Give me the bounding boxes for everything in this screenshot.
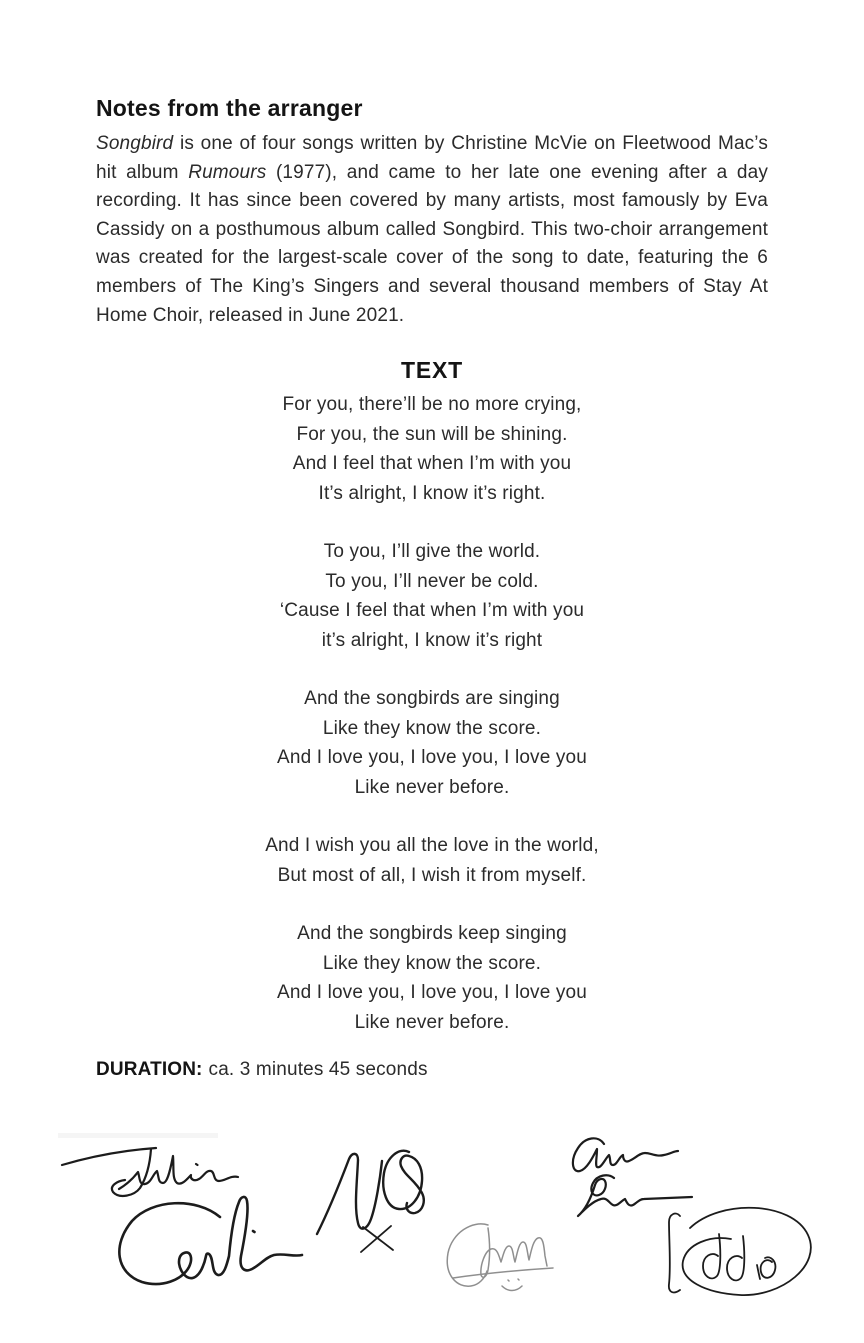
- duration-value: ca. 3 minutes 45 seconds: [208, 1059, 428, 1081]
- lyric-line: And I wish you all the love in the world,: [265, 835, 599, 857]
- italic-title: Songbird: [96, 133, 174, 154]
- lyric-line: For you, the sun will be shining.: [296, 423, 568, 445]
- lyric-line: Like never before.: [354, 1011, 510, 1033]
- stanza-5: [96, 919, 768, 1037]
- signature-2: [119, 1197, 302, 1284]
- lyric-line: To you, I’ll give the world.: [323, 541, 541, 563]
- page-title: Notes from the arranger: [96, 95, 363, 121]
- scan-artifact: [58, 1133, 218, 1138]
- italic-title: Rumours: [188, 161, 267, 183]
- lyric-line: And the songbirds keep singing: [297, 923, 567, 945]
- lyrics-heading: TEXT: [401, 357, 463, 384]
- lyric-line: And I feel that when I’m with you: [292, 453, 572, 475]
- lyrics-section: [96, 390, 768, 1037]
- signature-6: [669, 1208, 811, 1295]
- arranger-paragraph: [96, 130, 768, 330]
- paragraph-text: is one of four songs written by Christine McVie on Fleetwood Mac’s hit album: [96, 133, 768, 183]
- signature-4: [447, 1224, 553, 1291]
- lyric-line: ‘Cause I feel that when I’m with you: [279, 600, 585, 622]
- signature-5: [573, 1138, 692, 1216]
- signature-3: [317, 1151, 424, 1252]
- stanza-4: [96, 831, 768, 890]
- paragraph-text: (1977), and came to her late one evening after a day recording. It has since been covered by many artists, most famously by Eva Cassidy on a posthumous album called Songbird. This two-choir arrangement was created for the largest-scale cover of the song to date, featuring the 6 members of The King’s Singers and several thousand members of Stay At Home Choir, released in June 2021.: [96, 161, 769, 326]
- lyric-line: It’s alright, I know it’s right.: [318, 482, 546, 504]
- stanza-3: [96, 684, 768, 802]
- lyric-line: And I love you, I love you, I love you: [277, 747, 587, 769]
- stanza-2: [96, 537, 768, 655]
- lyric-line: To you, I’ll never be cold.: [325, 570, 539, 592]
- lyric-line: For you, there’ll be no more crying,: [282, 394, 582, 416]
- lyric-line: And the songbirds are singing: [304, 688, 560, 710]
- signature-1: [62, 1148, 238, 1196]
- duration-label: DURATION:: [96, 1059, 203, 1081]
- lyric-line: it’s alright, I know it’s right: [321, 629, 543, 651]
- lyric-line: Like they know the score.: [322, 717, 542, 739]
- signatures-block: [0, 1115, 864, 1343]
- lyric-line: But most of all, I wish it from myself.: [277, 864, 587, 886]
- duration-line: [96, 1059, 768, 1081]
- lyric-line: Like they know the score.: [322, 952, 542, 974]
- stanza-1: [96, 390, 768, 508]
- lyric-line: And I love you, I love you, I love you: [277, 982, 587, 1004]
- lyric-line: Like never before.: [354, 776, 510, 798]
